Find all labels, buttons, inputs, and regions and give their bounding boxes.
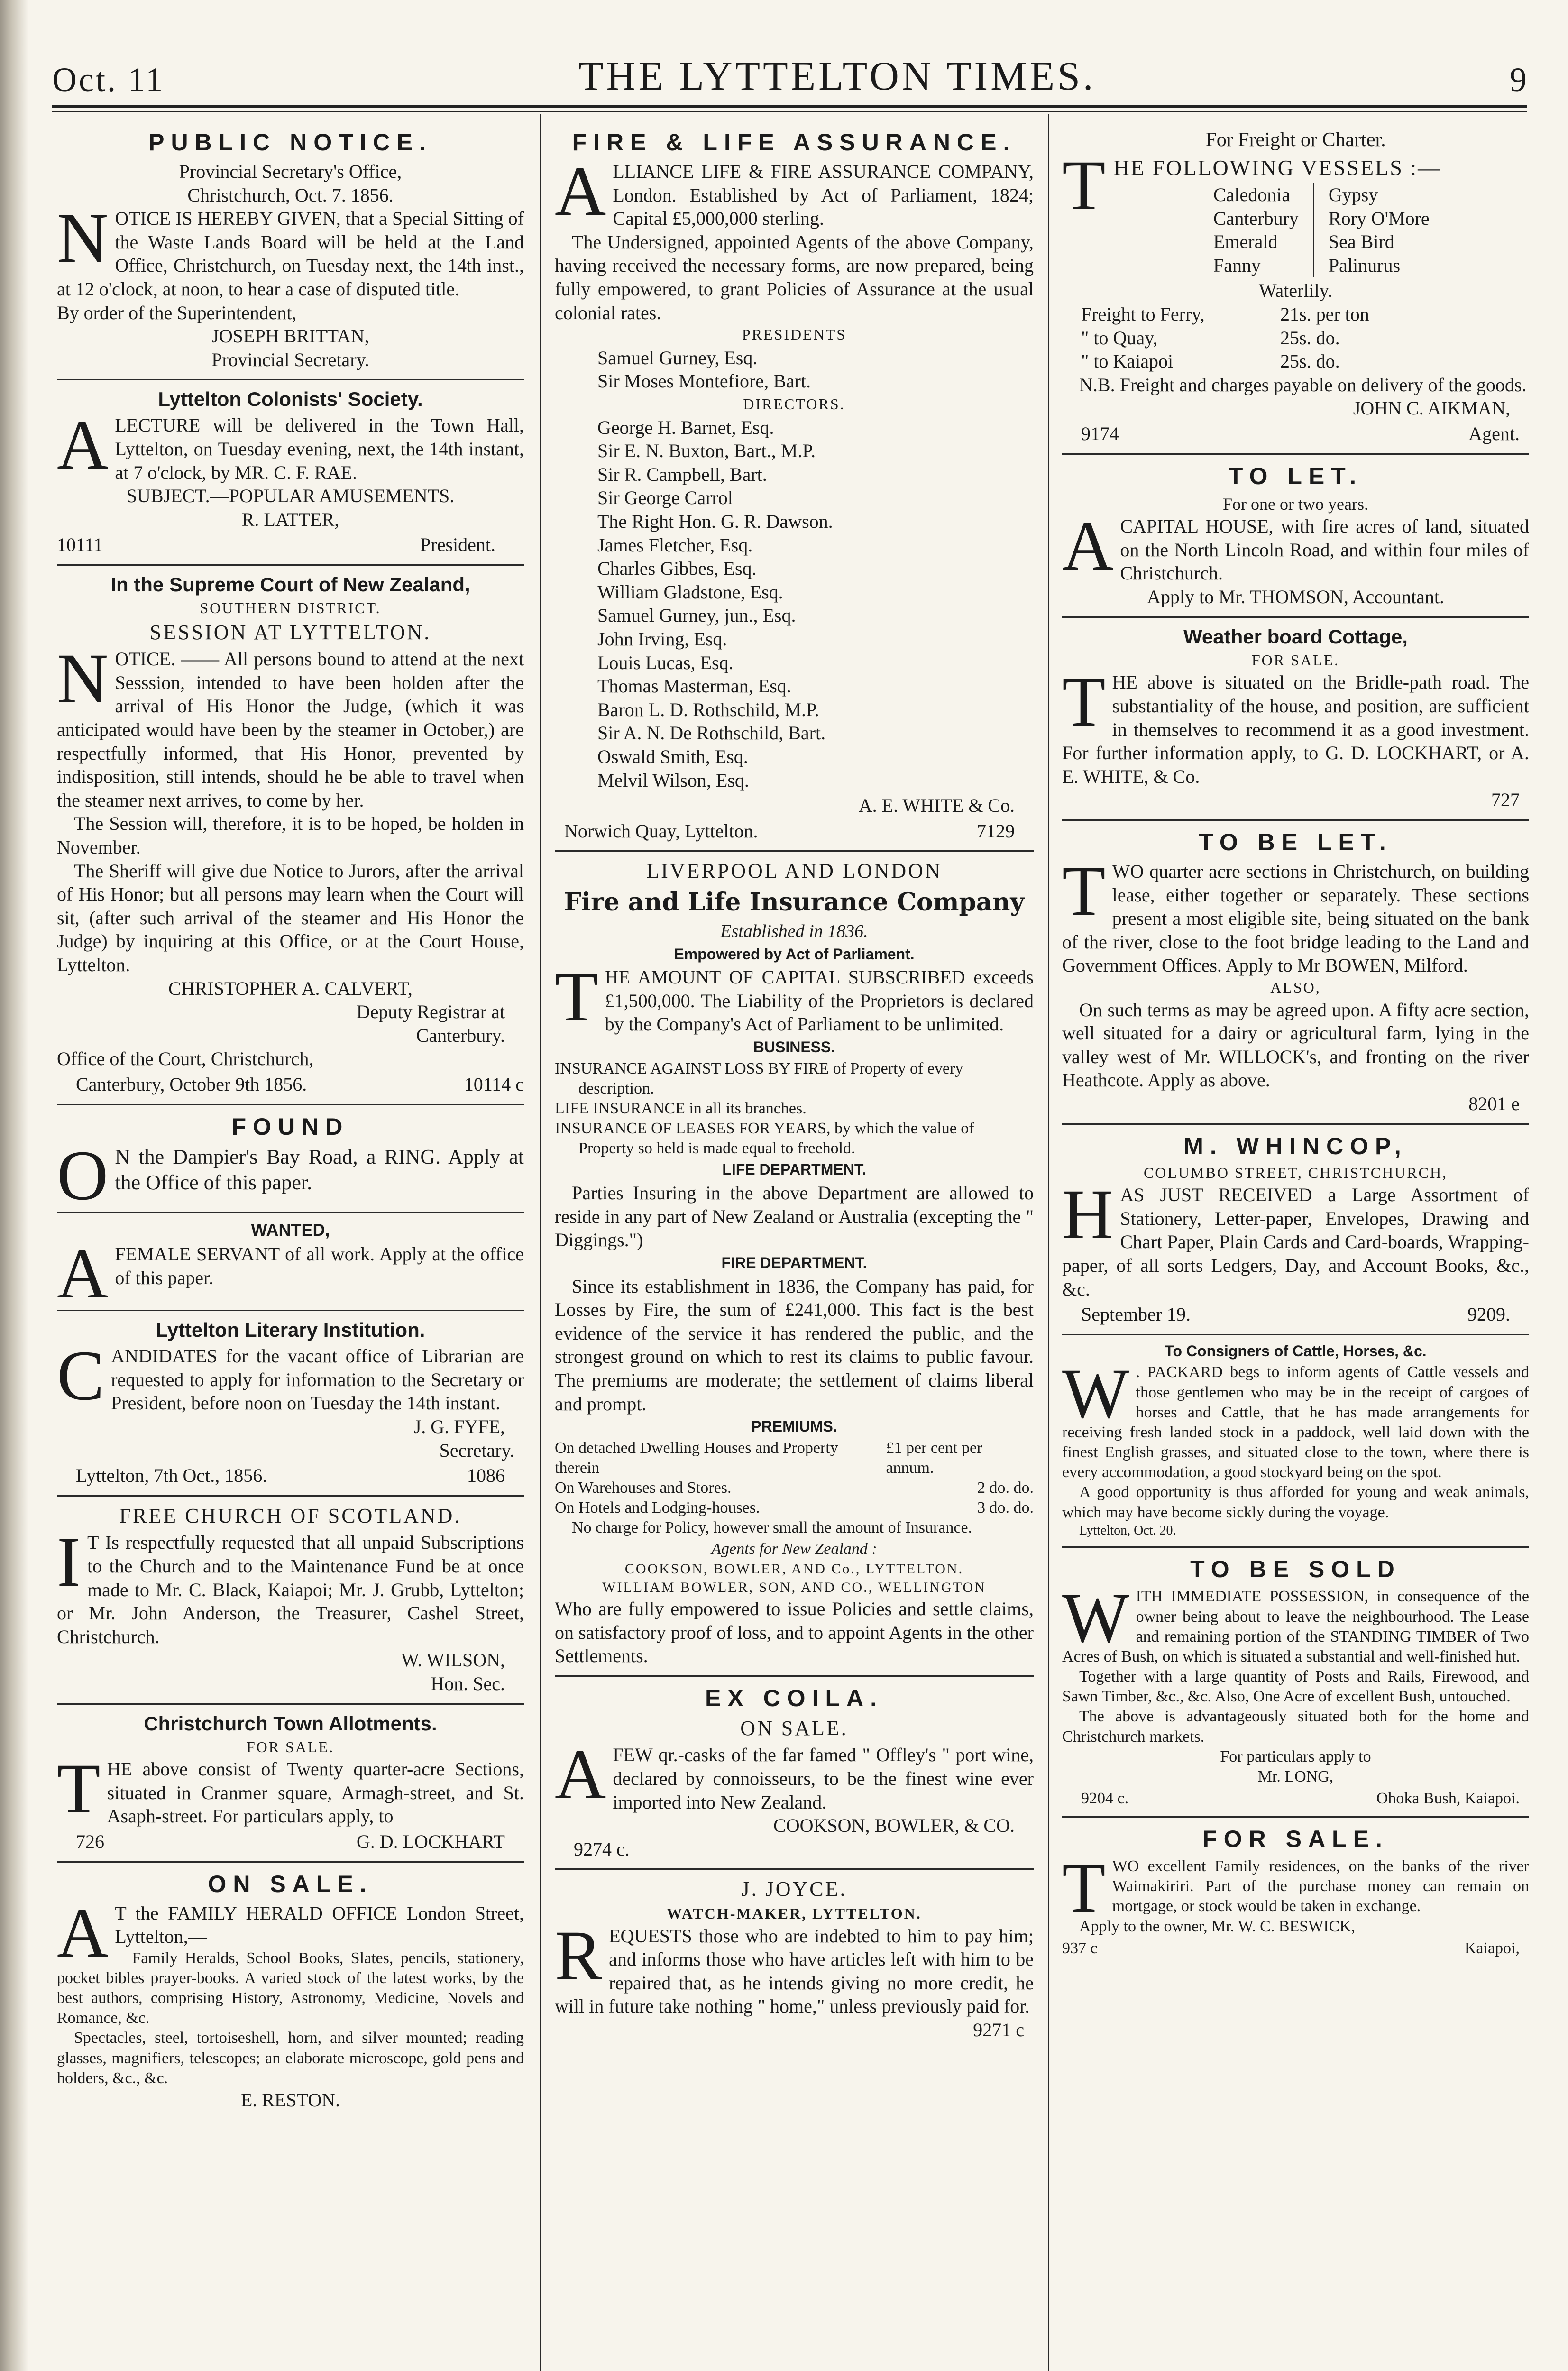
ad-heading: Weather board Cottage, xyxy=(1183,625,1408,648)
director-name: John Irving, Esq. xyxy=(597,628,727,650)
freight-rate: 25s. do. xyxy=(1280,350,1340,372)
ad-heading: M. WHINCOP, xyxy=(1183,1132,1408,1159)
president-name: Samuel Gurney, Esq. xyxy=(597,347,758,368)
ad-body: T the FAMILY HERALD OFFICE London Street, Lyttelton,— xyxy=(115,1902,524,1948)
joyce-ad xyxy=(555,1870,1034,2049)
literary-institution-ad xyxy=(57,1311,524,1497)
ad-heading: PUBLIC NOTICE. xyxy=(148,129,432,156)
ad-signer: J. G. FYFE, xyxy=(413,1416,505,1438)
no-charge-note: No charge for Policy, however small the amount of Insurance. xyxy=(572,1519,972,1537)
ad-district: SOUTHERN DISTRICT. xyxy=(200,599,381,617)
to-be-let-ad xyxy=(1062,821,1529,1125)
masthead-rule-thin xyxy=(52,111,1527,112)
consigners-ad xyxy=(1062,1335,1529,1548)
directors-label: DIRECTORS. xyxy=(743,395,845,413)
vessel-name: Waterlily. xyxy=(1258,280,1333,302)
ad-body: T Is respectfully requested that all unpaid Subscriptions to the Church and to the Maintenance Fund be at once made to Mr. C. Black, Kaiapoi; Mr. J. Grubb, Lyttelton; or Mr. John Anderson, the Treasurer, Cashel Street, Christchurch. xyxy=(57,1532,524,1647)
freight-destination: Freight to Ferry, xyxy=(1081,303,1205,325)
ad-body-2: On such terms as may be agreed upon. A fifty acre section, well situated for a dairy or agricultural farm, lying in the valley west of Mr. WILLOCK's, and fronting on the river Heathcote. Apply as above. xyxy=(1062,999,1529,1091)
ad-number: 7129 xyxy=(977,820,1015,842)
ad-body-2: A good opportunity is thus afforded for young and weak animals, which may have become sickly during the voyage. xyxy=(1062,1483,1529,1521)
ad-heading-2: Fire and Life Insurance Company xyxy=(564,887,1025,917)
vessel-name: Fanny xyxy=(1213,254,1261,276)
ad-heading: In the Supreme Court of New Zealand, xyxy=(110,573,470,596)
ad-heading: FREE CHURCH OF SCOTLAND. xyxy=(119,1504,462,1527)
ad-body: AS JUST RECEIVED a Large Assortment of Stationery, Letter-paper, Envelopes, Drawing and Chart Paper, Plain Cards and Card-boards, Wrapping-paper, of all sorts Ledgers, Day, and Account Books, &c., &c. xyxy=(1062,1184,1529,1300)
directors-list xyxy=(555,416,1034,792)
ad-signer: W. WILSON, xyxy=(401,1649,505,1671)
ad-signer: Mr. LONG, xyxy=(1257,1767,1334,1785)
ad-body: CAPITAL HOUSE, with fire acres of land, situated on the North Lincoln Road, and within four miles of Christchurch. xyxy=(1120,515,1529,584)
ad-body-2: The Session will, therefore, it is to be hoped, be holden in November. xyxy=(57,813,524,858)
drop-cap: T xyxy=(1062,1848,1106,1928)
ad-number: 9274 c. xyxy=(574,1838,630,1860)
ad-body: WO excellent Family residences, on the banks of the river Waimakiriri. Part of the purchase money can remain on mortgage, or stock would be taken in exchange. xyxy=(1112,1857,1529,1915)
drop-cap: T xyxy=(57,1749,101,1829)
ad-signer: A. E. WHITE & Co. xyxy=(858,795,1015,817)
vessel-list xyxy=(1114,183,1529,277)
ad-number: 727 xyxy=(1491,789,1520,811)
vessel-name: Palinurus xyxy=(1328,254,1401,276)
drop-cap: A xyxy=(57,405,109,485)
ad-body: N the Dampier's Bay Road, a RING. Apply at the Office of this paper. xyxy=(115,1145,524,1195)
ad-body-2: Together with a large quantity of Posts and Rails, Firewood, and Sawn Timber, &c., &c. Also, One Acre of excellent Bush, untouched. xyxy=(1062,1668,1529,1706)
ad-number: 10111 xyxy=(57,534,103,556)
ad-heading: Lyttelton Colonists' Society. xyxy=(158,388,423,411)
premium-item: On Hotels and Lodging-houses. xyxy=(555,1499,760,1517)
ad-signer-title: Deputy Registrar at xyxy=(356,1001,505,1023)
drop-cap: T xyxy=(1062,851,1106,930)
drop-cap: A xyxy=(57,1234,109,1314)
ad-place: Kaiapoi, xyxy=(1464,1939,1520,1957)
column-2 xyxy=(555,121,1034,2371)
director-name: The Right Hon. G. R. Dawson. xyxy=(597,511,833,533)
agents-label: Agents for New Zealand : xyxy=(711,1540,877,1558)
public-notice-ad xyxy=(57,121,524,380)
director-name: Sir George Carrol xyxy=(597,487,733,509)
ad-signer: CHRISTOPHER A. CALVERT, xyxy=(168,977,413,999)
ad-body: LECTURE will be delivered in the Town Hall, Lyttelton, on Tuesday evening, next, the 14th instant, at 7 o'clock, by MR. C. F. RAE. xyxy=(115,414,524,483)
drop-cap: N xyxy=(57,639,109,718)
ad-number: 9209. xyxy=(1467,1304,1510,1325)
ad-apply: Apply to the owner, Mr. W. C. BESWICK, xyxy=(1079,1917,1356,1935)
drop-cap: A xyxy=(555,1735,606,1814)
ad-signer: JOSEPH BRITTAN, xyxy=(211,325,369,347)
freight-destination: " to Kaiapoi xyxy=(1081,350,1174,372)
drop-cap: R xyxy=(555,1916,603,1995)
ad-sub: WATCH-MAKER, LYTTELTON. xyxy=(667,1904,922,1922)
ad-subject: SUBJECT.—POPULAR AMUSEMENTS. xyxy=(126,485,455,507)
vessel-name: Canterbury xyxy=(1213,207,1299,229)
life-label: LIFE DEPARTMENT. xyxy=(722,1161,866,1178)
cottage-ad xyxy=(1062,618,1529,821)
premium-item: On Warehouses and Stores. xyxy=(555,1479,732,1497)
ad-number: 9271 c xyxy=(973,2019,1024,2040)
ad-apply: Apply to Mr. THOMSON, Accountant. xyxy=(1146,586,1445,608)
director-name: Thomas Masterman, Esq. xyxy=(597,675,791,697)
ad-body: ANDIDATES for the vacant office of Librarian are requested to apply for information to the Secretary or President, before noon on Tuesday the 14th instant. xyxy=(111,1345,524,1414)
director-name: Sir E. N. Buxton, Bart., M.P. xyxy=(597,440,816,462)
drop-cap: N xyxy=(57,199,109,278)
drop-cap: T xyxy=(1062,662,1106,742)
business-item: INSURANCE AGAINST LOSS BY FIRE of Property of every description. xyxy=(555,1059,963,1097)
ad-also: ALSO, xyxy=(1270,978,1321,996)
premium-row xyxy=(555,1478,1034,1498)
premiums-label: PREMIUMS. xyxy=(751,1418,837,1435)
ad-signer-title: Agent. xyxy=(1468,423,1520,445)
vessel-name: Gypsy xyxy=(1328,184,1378,206)
ad-intro: HE FOLLOWING VESSELS :— xyxy=(1113,156,1441,180)
column-3 xyxy=(1062,121,1529,2371)
director-name: Sir A. N. De Rothschild, Bart. xyxy=(597,722,826,744)
business-item: INSURANCE OF LEASES FOR YEARS, by which the value of Property so held is made equal to freehold. xyxy=(555,1120,974,1158)
presidents-list xyxy=(555,346,1034,393)
director-name: Charles Gibbes, Esq. xyxy=(597,558,757,579)
ad-number: 726 xyxy=(76,1831,104,1853)
ad-signer: R. LATTER, xyxy=(241,508,339,530)
drop-cap: T xyxy=(555,957,598,1037)
found-ad xyxy=(57,1105,524,1213)
ad-heading: FIRE & LIFE ASSURANCE. xyxy=(572,129,1017,156)
ad-sub: COLUMBO STREET, CHRISTCHURCH, xyxy=(1143,1164,1448,1181)
ad-date: September 19. xyxy=(1081,1304,1191,1325)
ad-body: ITH IMMEDIATE POSSESSION, in consequence of the owner being about to leave the neighbourhood. The Lease and remaining portion of the STANDING TIMBER of Two Acres of Bush, on which is situated a substantial and well-finished hut. xyxy=(1062,1588,1529,1665)
ad-body-3: The Sheriff will give due Notice to Jurors, after the arrival of His Honor; but all persons may learn when the Court will sit, (after such arrival of the steamer and His Honor the Judge) by inquiring at this Office, or at the Court House, Lyttelton. xyxy=(57,860,524,975)
ad-heading: TO LET. xyxy=(1228,462,1363,489)
column-divider-2 xyxy=(1048,114,1049,2371)
director-name: Oswald Smith, Esq. xyxy=(597,746,748,767)
agent-2: WILLIAM BOWLER, SON, AND CO., WELLINGTON xyxy=(602,1579,986,1595)
ad-sub: FOR SALE. xyxy=(246,1738,335,1755)
supreme-court-ad xyxy=(57,566,524,1105)
ad-body: EQUESTS those who are indebted to him to pay him; and informs those who have articles left with him to be repaired that, as he intends giving no more credit, he will in future take nothing " home," unless previously paid for. xyxy=(555,1925,1034,2017)
director-name: Louis Lucas, Esq. xyxy=(597,652,734,673)
business-label: BUSINESS. xyxy=(753,1038,835,1056)
ad-body: HE above consist of Twenty quarter-acre Sections, situated in Cranmer square, Armagh-street, and St. Asaph-street. For particulars apply, to xyxy=(107,1758,524,1827)
town-allotments-ad xyxy=(57,1705,524,1863)
ad-heading: J. JOYCE. xyxy=(741,1877,847,1901)
premium-rate: £1 per cent per annum. xyxy=(886,1439,982,1477)
drop-cap: A xyxy=(57,1893,109,1972)
ad-body: OTICE IS HEREBY GIVEN, that a Special Sitting of the Waste Lands Board will be held at the Land Office, Christchurch, on Tuesday next, the 14th inst., at 12 o'clock, at noon, to hear a case of disputed title. xyxy=(57,208,524,300)
president-name: Sir Moses Montefiore, Bart. xyxy=(597,370,811,392)
freight-rate: 21s. per ton xyxy=(1280,303,1369,325)
ad-session: SESSION AT LYTTELTON. xyxy=(149,620,431,644)
ad-heading: FOUND xyxy=(231,1113,349,1140)
ad-signer: COOKSON, BOWLER, & CO. xyxy=(773,1815,1015,1837)
freight-rate-row xyxy=(1062,303,1529,326)
issue-date: Oct. 11 xyxy=(52,61,165,99)
ad-office: Office of the Court, Christchurch, xyxy=(57,1048,314,1070)
vessel-name: Emerald xyxy=(1213,231,1278,253)
ad-number: 937 c xyxy=(1062,1939,1098,1957)
page-edge-shadow xyxy=(0,0,28,2371)
ad-signer-title: Provincial Secretary. xyxy=(211,349,369,370)
ad-number: 9174 xyxy=(1081,423,1119,445)
premium-item: On detached Dwelling Houses and Property therein xyxy=(555,1439,838,1477)
freight-charter-ad xyxy=(1062,121,1529,455)
drop-cap: T xyxy=(1062,146,1107,225)
for-sale-ad xyxy=(1062,1818,1529,1966)
drop-cap: H xyxy=(1062,1175,1114,1254)
drop-cap: A xyxy=(555,152,606,230)
wanted-ad xyxy=(57,1213,524,1312)
free-church-ad xyxy=(57,1497,524,1705)
colonists-society-ad xyxy=(57,380,524,566)
ad-number: 10114 c xyxy=(464,1073,524,1095)
ad-heading: Christchurch Town Allotments. xyxy=(144,1712,437,1735)
fire-body: Since its establishment in 1836, the Company has paid, for Losses by Fire, the sum of £241,000. This fact is the best evidence of the service it has rendered the public, and the strongest ground on which to rest its claims to public favour. The premiums are moderate; the settlement of claims liberal and prompt. xyxy=(555,1275,1034,1415)
ad-heading: To Consigners of Cattle, Horses, &c. xyxy=(1165,1342,1427,1360)
ad-date: Canterbury, October 9th 1856. xyxy=(76,1073,307,1095)
ad-sub: ON SALE. xyxy=(740,1716,848,1740)
ad-place: Christchurch, Oct. 7. 1856. xyxy=(187,184,394,206)
life-body: Parties Insuring in the above Department are allowed to reside in any part of New Zealand or Australia (excepting the " Diggings.") xyxy=(555,1182,1034,1251)
vessel-name: Rory O'More xyxy=(1328,207,1430,229)
ad-heading: ON SALE. xyxy=(208,1870,373,1897)
ad-heading: Lyttelton Literary Institution. xyxy=(156,1319,425,1342)
ad-date: Lyttelton, Oct. 20. xyxy=(1079,1523,1176,1538)
drop-cap: C xyxy=(57,1336,105,1415)
premium-row xyxy=(555,1438,1034,1478)
premium-rate: 2 do. do. xyxy=(977,1479,1034,1497)
ad-body: HE above is situated on the Bridle-path road. The substantiality of the house, and position, are sufficient in themselves to recommend it as a good investment. For further information apply, to G. D. LOCKHART, or A. E. WHITE, & Co. xyxy=(1062,671,1529,787)
vessel-name: Caledonia xyxy=(1213,184,1291,206)
director-name: Baron L. D. Rothschild, M.P. xyxy=(597,698,819,720)
director-name: Melvil Wilson, Esq. xyxy=(597,769,749,791)
ad-number: 9204 c. xyxy=(1081,1790,1129,1807)
fire-label: FIRE DEPARTMENT. xyxy=(721,1254,867,1271)
ad-signer: E. RESTON. xyxy=(240,2089,340,2111)
freight-destination: " to Quay, xyxy=(1081,327,1158,349)
business-item: LIFE INSURANCE in all its branches. xyxy=(555,1099,807,1117)
director-name: James Fletcher, Esq. xyxy=(597,534,753,556)
ad-body: FEMALE SERVANT of all work. Apply at the office of this paper. xyxy=(115,1243,524,1288)
newspaper-title: THE LYTTELTON TIMES. xyxy=(578,53,1096,99)
ad-signer-place: Canterbury. xyxy=(416,1024,505,1046)
premium-rate: 3 do. do. xyxy=(977,1499,1034,1517)
drop-cap: A xyxy=(1062,506,1114,586)
fire-life-assurance-ad xyxy=(555,121,1034,852)
freight-rate-row xyxy=(1062,349,1529,373)
ad-body: LLIANCE LIFE & FIRE ASSURANCE COMPANY, London. Established by Act of Parliament, 1824; Capital £5,000,000 sterling. xyxy=(613,161,1034,230)
ad-body-3: The above is advantageously situated both for the home and Christchurch markets. xyxy=(1062,1708,1529,1746)
ex-coila-ad xyxy=(555,1677,1034,1870)
ad-body-2: Family Heralds, School Books, Slates, pencils, stationery, pocket bibles prayer-books. A varied stock of the latest works, by the best authors, comprising History, Astronomy, Medicine, Novels and Romance, &c. xyxy=(57,1949,524,2027)
ad-heading: EX COILA. xyxy=(705,1684,884,1711)
vessel-name: Sea Bird xyxy=(1328,231,1394,253)
ad-signer-title: President. xyxy=(420,534,495,556)
drop-cap: O xyxy=(57,1136,109,1215)
ad-heading: WANTED, xyxy=(251,1220,330,1240)
premium-row xyxy=(555,1498,1034,1518)
column-divider-1 xyxy=(540,114,541,2371)
ad-body-3: Spectacles, steel, tortoiseshell, horn, and silver mounted; reading glasses, magnifiers, telescopes; an elaborate microscope, gold pens and holders, &c., &c. xyxy=(57,2029,524,2087)
ad-body: FEW qr.-casks of the far famed " Offley's " port wine, declared by connoisseurs, to be the finest wine ever imported into New Zealand. xyxy=(613,1744,1034,1813)
ad-number: 1086 xyxy=(467,1465,505,1487)
ad-heading: TO BE LET. xyxy=(1199,828,1393,855)
ad-signer-title: Secretary. xyxy=(439,1439,514,1461)
ad-heading: FOR SALE. xyxy=(1202,1826,1389,1853)
drop-cap: W xyxy=(1062,1579,1129,1658)
director-name: Sir R. Campbell, Bart. xyxy=(597,463,767,485)
ad-sub: FOR SALE. xyxy=(1251,651,1340,669)
ad-body: WO quarter acre sections in Christchurch, on building lease, either together or separately. These sections present a most eligible site, being situated on the bank of the river, close to the foot bridge leading to the Land and Government Offices. Apply to Mr BOWEN, Milford. xyxy=(1062,860,1529,976)
director-name: George H. Barnet, Esq. xyxy=(597,416,774,438)
ad-heading: LIVERPOOL AND LONDON xyxy=(646,859,942,883)
ad-order: By order of the Superintendent, xyxy=(57,302,297,323)
to-let-ad xyxy=(1062,455,1529,618)
to-be-sold-ad xyxy=(1062,1548,1529,1818)
whincop-ad xyxy=(1062,1125,1529,1335)
ad-closing: Who are fully empowered to issue Policies and settle claims, on satisfactory proof of loss, and to appoint Agents in the other Settlements. xyxy=(555,1598,1034,1667)
ad-body: OTICE. —— All persons bound to attend at the next Sesssion, intended to have been holden after the arrival of His Honor the Judge, (which it was anticipated would have been by the steamer in October,) are respectfully informed, that His Honor, prevented by indisposition, still intends, should he be able to travel when the steamer next arrives, to come by her. xyxy=(57,648,524,811)
on-sale-ad xyxy=(57,1863,524,2120)
ad-date: Lyttelton, 7th Oct., 1856. xyxy=(76,1465,267,1487)
ad-signer: G. D. LOCKHART xyxy=(356,1831,505,1853)
director-name: Samuel Gurney, jun., Esq. xyxy=(597,605,796,626)
ad-signer: JOHN C. AIKMAN, xyxy=(1353,397,1510,419)
ad-place: Ohoka Bush, Kaiapoi. xyxy=(1376,1790,1520,1807)
ad-body: . PACKARD begs to inform agents of Cattle vessels and those gentlemen who may be in the receipt of cargoes of horses and Cattle, that he has made arrangements for receiving fresh landed stock in a paddock, well laid down with the finest English grasses, and situated close to the town, where there is every accommodation, a good stockyard being on the spot. xyxy=(1062,1363,1529,1481)
director-name: William Gladstone, Esq. xyxy=(597,581,783,603)
freight-rate: 25s. do. xyxy=(1280,327,1340,349)
ad-body-2: The Undersigned, appointed Agents of the above Company, having received the necessary forms, are now prepared, being fully empowered, to grant Policies of Assurance at the usual colonial rates. xyxy=(555,231,1034,323)
ad-office: Provincial Secretary's Office, xyxy=(179,161,402,182)
ad-empowered: Empowered by Act of Parliament. xyxy=(674,945,915,963)
drop-cap: W xyxy=(1062,1354,1129,1434)
ad-heading: For Freight or Charter. xyxy=(1205,129,1386,151)
ad-apply: For particulars apply to xyxy=(1220,1747,1371,1765)
ad-heading: TO BE SOLD xyxy=(1190,1556,1401,1583)
drop-cap: I xyxy=(57,1523,81,1602)
ad-body: HE AMOUNT OF CAPITAL SUBSCRIBED exceeds £1,500,000. The Liability of the Proprietors is declared by the Company's Act of Parliament to be unlimited. xyxy=(605,966,1034,1035)
ad-signer-title: Hon. Sec. xyxy=(431,1673,505,1694)
freight-rate-row xyxy=(1062,326,1529,350)
freight-note: N.B. Freight and charges payable on delivery of the goods. xyxy=(1079,374,1527,395)
page-number: 9 xyxy=(1510,61,1527,99)
ad-established: Established in 1836. xyxy=(720,921,868,942)
masthead-rule xyxy=(52,105,1527,108)
ad-sub: For one or two years. xyxy=(1223,494,1368,514)
column-1 xyxy=(57,121,524,2371)
ad-number: 8201 e xyxy=(1468,1093,1520,1114)
presidents-label: PRESIDENTS xyxy=(742,326,847,343)
ad-address: Norwich Quay, Lyttelton. xyxy=(564,820,758,842)
liverpool-london-ad xyxy=(555,852,1034,1676)
masthead xyxy=(52,47,1527,100)
agent-1: COOKSON, BOWLER, AND Co., LYTTELTON. xyxy=(624,1561,964,1577)
